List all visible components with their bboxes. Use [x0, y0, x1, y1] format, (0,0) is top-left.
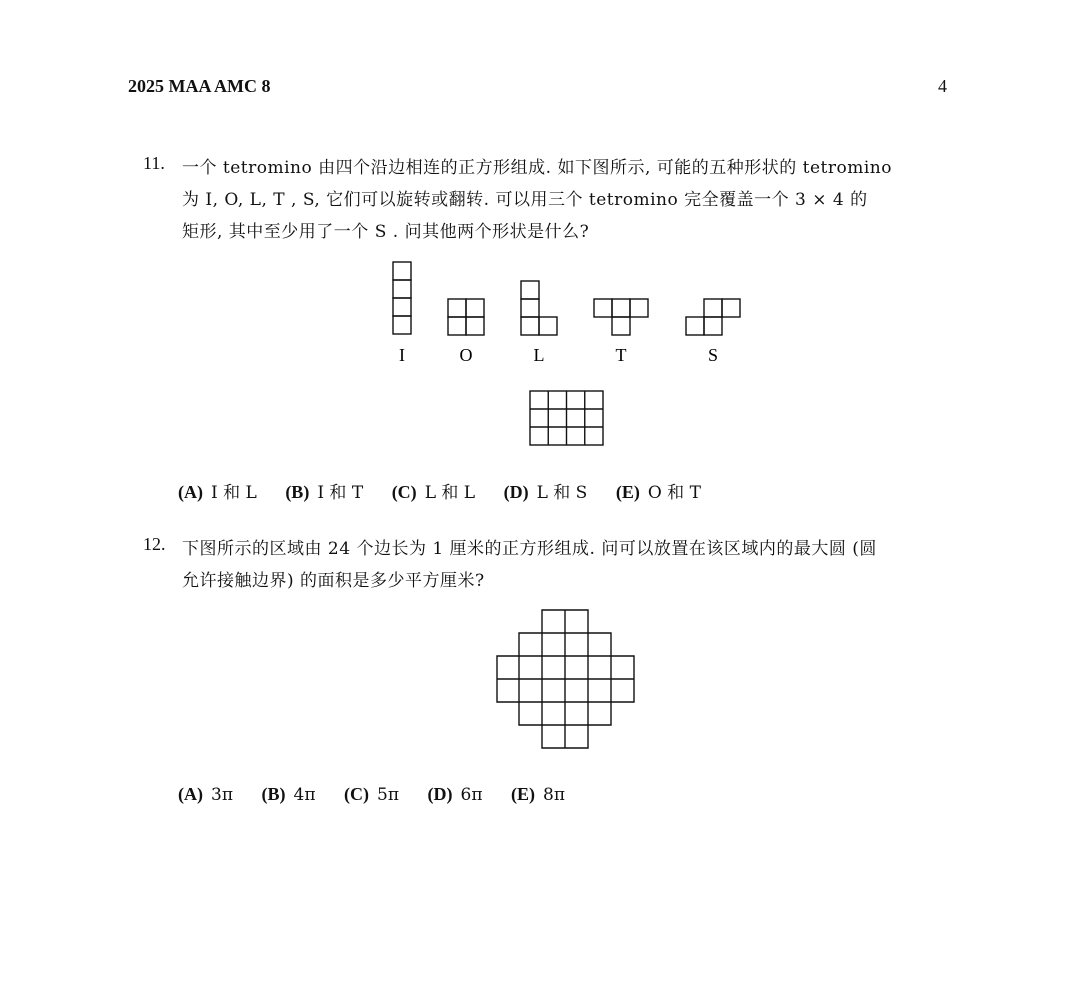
problem-12-line-1: 下图所示的区域由 24 个边长为 1 厘米的正方形组成. 问可以放置在该区域内的最大圆 (圆	[182, 539, 877, 559]
label-o: O	[459, 345, 473, 365]
label-s: S	[707, 345, 719, 365]
choice-11-d[interactable]: (D) L 和 S	[503, 482, 588, 503]
choice-12-d[interactable]: (D) 6π	[427, 784, 483, 805]
choice-12-c[interactable]: (C) 5π	[344, 784, 399, 805]
choice-12-e[interactable]: (E) 8π	[511, 784, 565, 805]
choice-11-a[interactable]: (A) I 和 L	[178, 482, 257, 503]
problem-12-choices	[178, 784, 589, 805]
choice-11-c[interactable]: (C) L 和 L	[391, 482, 476, 503]
problem-11-number: 11.	[143, 153, 165, 173]
choice-11-b[interactable]: (B) I 和 T	[285, 482, 364, 503]
problem-12-number: 12.	[143, 534, 166, 554]
label-i: I	[399, 345, 405, 365]
choice-12-a[interactable]: (A) 3π	[178, 784, 233, 805]
choice-12-b[interactable]: (B) 4π	[261, 784, 316, 805]
exam-title: 2025 MAA AMC 8	[128, 76, 271, 96]
problem-11-line-2: 为 I, O, L, T , S, 它们可以旋转或翻转. 可以用三个 tetromino 完全覆盖一个 3 × 4 的	[182, 190, 868, 210]
problem-11-line-3: 矩形, 其中至少用了一个 S . 问其他两个形状是什么?	[182, 222, 590, 242]
problem-12-line-2: 允许接触边界) 的面积是多少平方厘米?	[182, 571, 485, 591]
problem-11-line-1: 一个 tetromino 由四个沿边相连的正方形组成. 如下图所示, 可能的五种形状的 tetromino	[182, 158, 892, 178]
page-number: 4	[938, 76, 947, 96]
label-l: L	[533, 345, 545, 365]
choice-11-e[interactable]: (E) O 和 T	[615, 482, 701, 503]
label-t: T	[615, 345, 627, 365]
